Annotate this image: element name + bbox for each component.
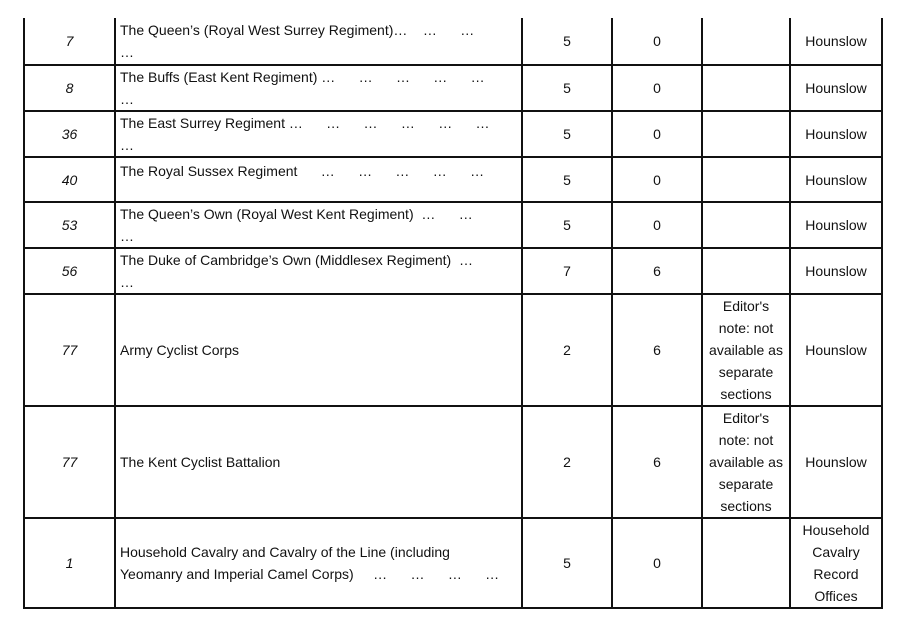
unit-name-text: The Buffs (East Kent Regiment) … … … … … … [120,69,485,107]
row-number: 56 [24,248,115,294]
unit-name [115,18,522,65]
value-cell: 5 [522,518,612,608]
row-number: 77 [24,294,115,406]
note-cell [702,65,790,111]
value-cell: 0 [612,111,702,157]
row-number: 53 [24,202,115,248]
row-number: 40 [24,157,115,202]
value-cell: 5 [522,157,612,202]
table-row [24,157,882,202]
record-office-cell: Hounslow [790,294,882,406]
note-cell [702,111,790,157]
value-cell: 7 [522,248,612,294]
unit-name [115,294,522,406]
unit-name-text: The East Surrey Regiment … … … … … … … [120,115,490,153]
row-number: 77 [24,406,115,518]
value-cell: 2 [522,406,612,518]
unit-name [115,157,522,202]
table-row [24,111,882,157]
value-cell: 5 [522,202,612,248]
value-cell: 6 [612,406,702,518]
value-cell: 0 [612,518,702,608]
unit-name-text: Army Cyclist Corps [120,342,240,358]
table-row [24,248,882,294]
note-cell [702,202,790,248]
value-cell: 0 [612,65,702,111]
table-row [24,18,882,65]
table-row [24,294,882,406]
note-cell [702,18,790,65]
record-office-cell: Hounslow [790,18,882,65]
value-cell: 6 [612,294,702,406]
value-cell: 5 [522,65,612,111]
unit-name [115,111,522,157]
value-cell: 0 [612,157,702,202]
value-cell: 6 [612,248,702,294]
value-cell: 5 [522,111,612,157]
editor-note-cell: Editor's note: not available as separate sections [702,406,790,518]
row-number: 36 [24,111,115,157]
unit-name-text: Household Cavalry and Cavalry of the Line (including Yeomanry and Imperial Camel Corps) … … … … [120,544,500,582]
unit-name-text: The Duke of Cambridge’s Own (Middlesex Regiment) … … [120,252,473,290]
record-office-cell: Hounslow [790,202,882,248]
table-row [24,65,882,111]
note-cell [702,248,790,294]
table-row [24,406,882,518]
unit-name [115,406,522,518]
record-office-cell: Household Cavalry Record Offices [790,518,882,608]
table-row [24,518,882,608]
unit-name [115,65,522,111]
unit-name-text: The Queen’s (Royal West Surrey Regiment)… … … … [120,22,475,60]
row-number: 7 [24,18,115,65]
value-cell: 5 [522,18,612,65]
unit-name-text: The Royal Sussex Regiment … … … … … [120,163,485,179]
unit-name-text: The Queen’s Own (Royal West Kent Regiment) … … … [120,206,473,244]
record-office-cell: Hounslow [790,406,882,518]
value-cell: 0 [612,18,702,65]
record-office-cell: Hounslow [790,65,882,111]
row-number: 1 [24,518,115,608]
unit-name-text: The Kent Cyclist Battalion [120,454,281,470]
unit-name [115,518,522,608]
unit-name [115,202,522,248]
record-office-cell: Hounslow [790,157,882,202]
value-cell: 2 [522,294,612,406]
unit-name [115,248,522,294]
record-office-cell: Hounslow [790,111,882,157]
row-number: 8 [24,65,115,111]
note-cell [702,157,790,202]
value-cell: 0 [612,202,702,248]
editor-note-cell: Editor's note: not available as separate sections [702,294,790,406]
record-office-cell: Hounslow [790,248,882,294]
note-cell [702,518,790,608]
table-row [24,202,882,248]
regiment-table [23,18,883,609]
